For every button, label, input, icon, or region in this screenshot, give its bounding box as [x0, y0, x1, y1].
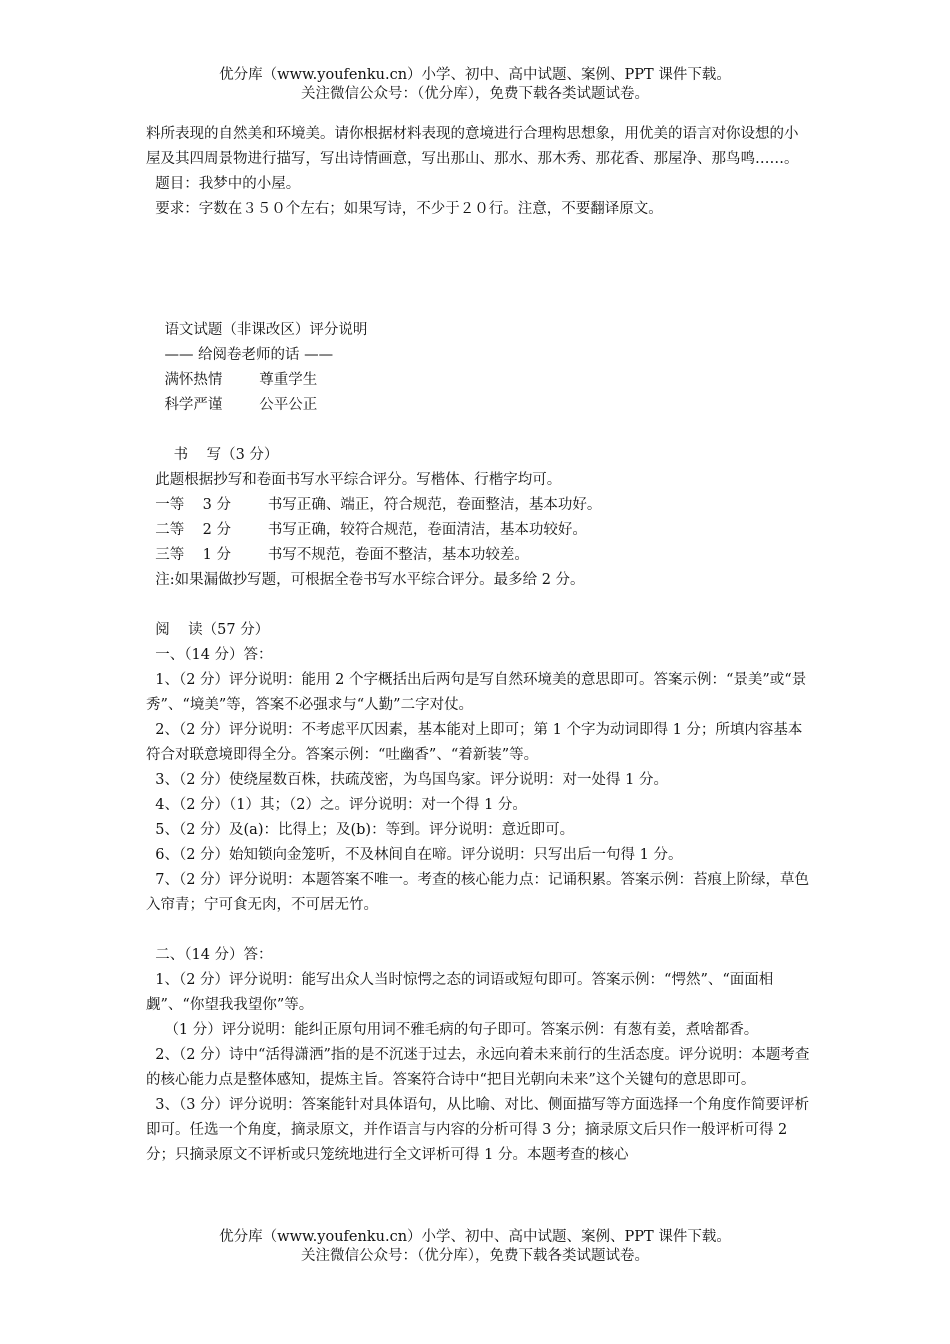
intro-paragraph: 料所表现的自然美和环境美。请你根据材料表现的意境进行合理构思想象，用优美的语言对你设想的小屋及其四周景物进行描写，写出诗情画意，写出那山、那水、那木秀、那花香、那屋净、那鸟鸣……。 — [146, 126, 799, 167]
reading-item-4: 4、（2 分）（1）其；（2）之。评分说明：对一个得 1 分。 — [146, 797, 527, 813]
reading-heading: 阅 读（57 分） — [146, 622, 270, 638]
scoring-title: 语文试题（非课改区）评分说明 — [146, 322, 368, 338]
writing-grade-1: 一等 3 分 书写正确、端正，符合规范，卷面整洁，基本功好。 — [146, 497, 602, 513]
writing-note: 注:如果漏做抄写题，可根据全卷书写水平综合评分。最多给 2 分。 — [146, 572, 585, 588]
part2-item-3: 3、（3 分）评分说明：答案能针对具体语句，从比喻、对比、侧面描写等方面选择一个角度作简要评析即可。任选一个角度，摘录原文，并作语言与内容的分析可得 3 分；摘录原文后只作一般评析可得 2 分；只摘录原文不评析或只笼统地进行全文评析可得 1 分。本题考查的核心 — [146, 1097, 810, 1163]
part2-item-1: 1、（2 分）评分说明：能写出众人当时惊愕之态的词语或短句即可。答案示例：“愕然”、“面面相觑”、“你望我我望你”等。 — [146, 972, 774, 1013]
scoring-motto-2: 科学严谨 公平公正 — [146, 397, 318, 413]
reading-item-6: 6、（2 分）始知锁向金笼听，不及林间自在啼。评分说明：只写出后一句得 1 分。 — [146, 847, 683, 863]
writing-grade-3: 三等 1 分 书写不规范，卷面不整洁，基本功较差。 — [146, 547, 529, 563]
part2-item-1b: （1 分）评分说明：能纠正原句用词不雅毛病的句子即可。答案示例：有葱有姜，煮啥都香。 — [146, 1022, 759, 1038]
writing-desc: 此题根据抄写和卷面书写水平综合评分。写楷体、行楷字均可。 — [146, 472, 562, 488]
reading-item-2: 2、（2 分）评分说明：不考虑平仄因素，基本能对上即可；第 1 个字为动词即得 1 分；所填内容基本符合对联意境即得全分。答案示例：“吐幽香”、“着新装”等。 — [146, 722, 803, 763]
scoring-motto-1: 满怀热情 尊重学生 — [146, 372, 318, 388]
essay-title: 题目：我梦中的小屋。 — [146, 176, 301, 192]
page-header — [0, 66, 950, 104]
reading-item-1: 1、（2 分）评分说明：能用 2 个字概括出后两句是写自然环境美的意思即可。答案示例：“景美”或“景秀”、“境美”等，答案不必强求与“人勤”二字对仗。 — [146, 672, 807, 713]
header-line-2: 关注微信公众号：（优分库），免费下载各类试题试卷。 — [301, 86, 649, 102]
header-line-1: 优分库（www.youfenku.cn）小学、初中、高中试题、案例、PPT 课件下载。 — [219, 67, 731, 83]
footer-line-1: 优分库（www.youfenku.cn）小学、初中、高中试题、案例、PPT 课件下载。 — [219, 1229, 731, 1245]
reading-item-5: 5、（2 分）及(a)：比得上；及(b)：等到。评分说明：意近即可。 — [146, 822, 575, 838]
writing-heading: 书 写（3 分） — [146, 447, 279, 463]
document-body — [146, 122, 810, 1168]
page-footer — [0, 1228, 950, 1266]
writing-grade-2: 二等 2 分 书写正确，较符合规范，卷面清洁，基本功较好。 — [146, 522, 587, 538]
part2-item-2: 2、（2 分）诗中“活得潇洒”指的是不沉迷于过去，永远向着未来前行的生活态度。评分说明：本题考查的核心能力点是整体感知，提炼主旨。答案符合诗中“把目光朝向未来”这个关键句的意思即可。 — [146, 1047, 810, 1088]
scoring-subtitle: —— 给阅卷老师的话 —— — [146, 347, 334, 363]
reading-item-7: 7、（2 分）评分说明：本题答案不唯一。考查的核心能力点：记诵积累。答案示例：苔痕上阶绿，草色入帘青；宁可食无肉，不可居无竹。 — [146, 872, 810, 913]
footer-line-2: 关注微信公众号：（优分库），免费下载各类试题试卷。 — [301, 1248, 649, 1264]
reading-part1-heading: 一、（14 分）答： — [146, 647, 273, 663]
essay-requirements: 要求：字数在３５０个左右；如果写诗，不少于２０行。注意，不要翻译原文。 — [146, 201, 663, 217]
reading-item-3: 3、（2 分）使绕屋数百株，扶疏茂密，为鸟国鸟家。评分说明：对一处得 1 分。 — [146, 772, 668, 788]
reading-part2-heading: 二、（14 分）答： — [146, 947, 273, 963]
